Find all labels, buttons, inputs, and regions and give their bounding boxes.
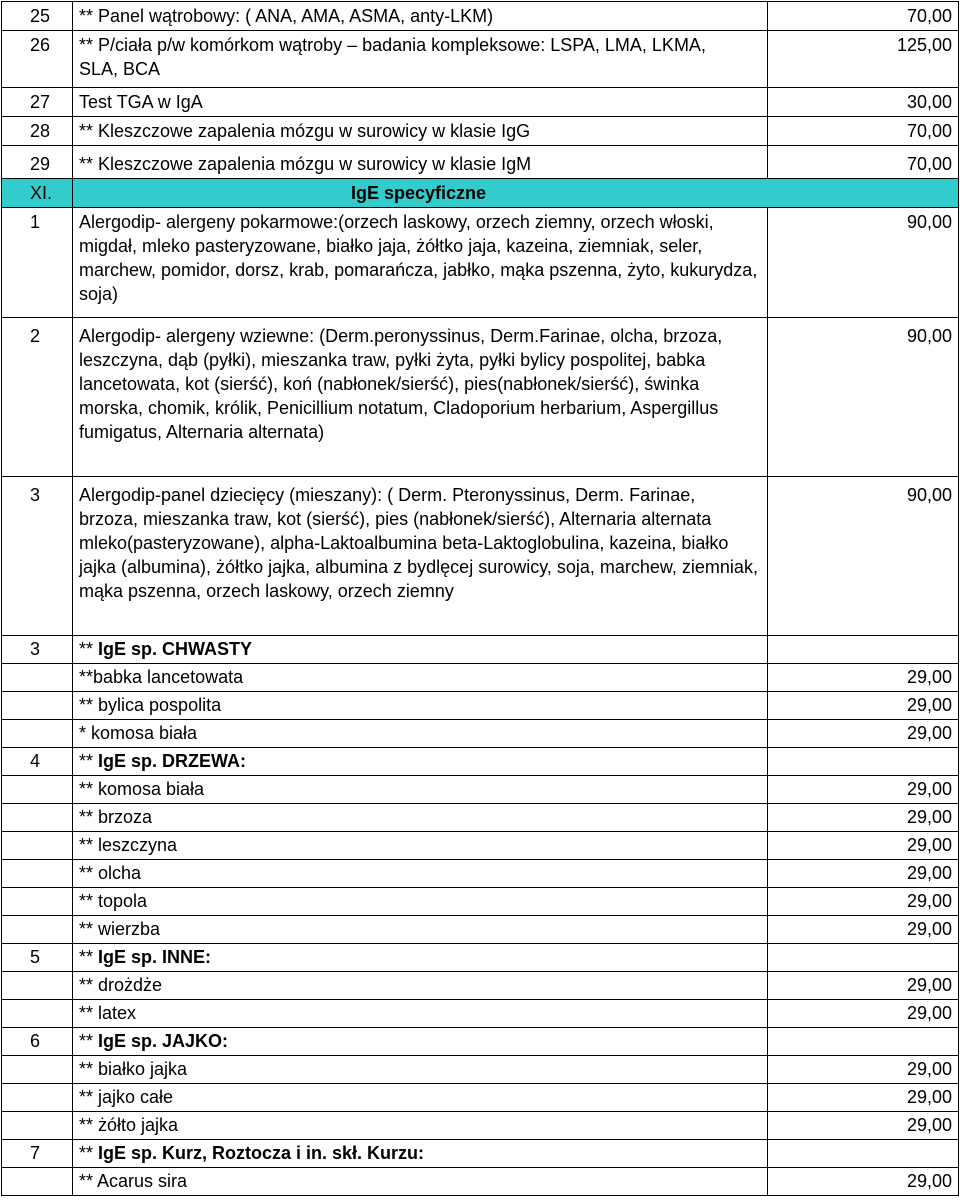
group-header-row — [2, 748, 959, 776]
test-name: ** wierzba — [73, 916, 768, 944]
row-number — [2, 1056, 73, 1084]
row-number — [2, 776, 73, 804]
test-name: ** żółto jajka — [73, 1112, 768, 1140]
test-price: 90,00 — [768, 208, 959, 318]
row-number — [2, 720, 73, 748]
test-name: ** jajko całe — [73, 1084, 768, 1112]
test-price: 90,00 — [768, 318, 959, 477]
price-list-table — [1, 1, 959, 1196]
group-prefix: ** — [79, 1031, 99, 1051]
table-row — [2, 477, 959, 636]
row-number — [2, 1084, 73, 1112]
group-prefix: ** — [79, 639, 99, 659]
test-name: ** Kleszczowe zapalenia mózgu w surowicy w klasie IgM — [73, 146, 768, 179]
test-name: Alergodip- alergeny wziewne: (Derm.peronyssinus, Derm.Farinae, olcha, brzoza, leszczyna, dąb (pyłki), mieszanka traw, pyłki żyta, pyłki bylicy pospolitej, babka lancetowata, kot (sierść), koń (nabłonek/sierść), pies(nabłonek/sierść), świnka morska, chomik, królik, Penicillium notatum, Cladoporium herbarium, Aspergillus fumigatus, Alternaria alternata) — [73, 318, 768, 477]
row-number — [2, 1112, 73, 1140]
test-price: 29,00 — [768, 916, 959, 944]
group-title: IgE sp. DRZEWA: — [98, 751, 247, 771]
test-price: 70,00 — [768, 117, 959, 146]
test-price: 125,00 — [768, 31, 959, 88]
table-row — [2, 692, 959, 720]
row-number: 3 — [2, 477, 73, 636]
row-number: 1 — [2, 208, 73, 318]
section-number: XI. — [2, 179, 73, 208]
table-row — [2, 860, 959, 888]
test-price: 29,00 — [768, 1056, 959, 1084]
test-price: 29,00 — [768, 888, 959, 916]
group-title-cell — [73, 1140, 768, 1168]
table-row — [2, 916, 959, 944]
group-number: 4 — [2, 748, 73, 776]
group-title: IgE sp. Kurz, Roztocza i in. skł. Kurzu: — [98, 1143, 425, 1163]
test-price: 30,00 — [768, 88, 959, 117]
table-row — [2, 88, 959, 117]
row-number — [2, 832, 73, 860]
test-name: Alergodip- alergeny pokarmowe:(orzech laskowy, orzech ziemny, orzech włoski, migdał, mleko pasteryzowane, białko jaja, żółtko jaja, kazeina, ziemniak, seler, marchew, pomidor, dorsz, krab, pomarańcza, jabłko, mąka pszenna, żyto, kukurydza, soja) — [73, 208, 768, 318]
row-number: 29 — [2, 146, 73, 179]
group-prefix: ** — [79, 751, 99, 771]
test-price: 29,00 — [768, 692, 959, 720]
test-price: 29,00 — [768, 1112, 959, 1140]
group-header-row — [2, 1140, 959, 1168]
test-price: 90,00 — [768, 477, 959, 636]
test-name: **babka lancetowata — [73, 664, 768, 692]
group-number: 5 — [2, 944, 73, 972]
test-price: 29,00 — [768, 664, 959, 692]
group-title-cell — [73, 1028, 768, 1056]
row-number: 28 — [2, 117, 73, 146]
table-row — [2, 888, 959, 916]
group-price — [768, 1028, 959, 1056]
group-price — [768, 748, 959, 776]
table-row — [2, 664, 959, 692]
test-price: 29,00 — [768, 832, 959, 860]
test-name: Test TGA w IgA — [73, 88, 768, 117]
row-number: 26 — [2, 31, 73, 88]
test-name: ** Kleszczowe zapalenia mózgu w surowicy w klasie IgG — [73, 117, 768, 146]
table-row — [2, 1112, 959, 1140]
group-number: 7 — [2, 1140, 73, 1168]
table-row — [2, 804, 959, 832]
test-price: 70,00 — [768, 2, 959, 31]
table-row — [2, 318, 959, 477]
table-row — [2, 832, 959, 860]
group-price — [768, 1140, 959, 1168]
group-title: IgE sp. INNE: — [98, 947, 212, 967]
price-list-body — [2, 2, 959, 1196]
test-name: ** Acarus sira — [73, 1168, 768, 1196]
table-row — [2, 146, 959, 179]
test-name: ** komosa biała — [73, 776, 768, 804]
test-name: * komosa biała — [73, 720, 768, 748]
group-title: IgE sp. JAJKO: — [98, 1031, 229, 1051]
test-name: ** drożdże — [73, 972, 768, 1000]
row-number — [2, 804, 73, 832]
group-title-cell — [73, 636, 768, 664]
row-number — [2, 1168, 73, 1196]
table-row — [2, 1084, 959, 1112]
test-price: 29,00 — [768, 804, 959, 832]
test-name: ** P/ciała p/w komórkom wątroby – badania kompleksowe: LSPA, LMA, LKMA, SLA, BCA — [73, 31, 768, 88]
table-row — [2, 1168, 959, 1196]
table-row — [2, 776, 959, 804]
test-name: ** olcha — [73, 860, 768, 888]
row-number — [2, 664, 73, 692]
row-number — [2, 888, 73, 916]
group-prefix: ** — [79, 947, 99, 967]
table-row — [2, 1000, 959, 1028]
row-number — [2, 692, 73, 720]
test-name: ** białko jajka — [73, 1056, 768, 1084]
section-title: IgE specyficzne — [73, 179, 959, 208]
group-header-row — [2, 636, 959, 664]
test-price: 70,00 — [768, 146, 959, 179]
table-row — [2, 208, 959, 318]
group-price — [768, 944, 959, 972]
test-name: ** leszczyna — [73, 832, 768, 860]
test-price: 29,00 — [768, 1000, 959, 1028]
group-number: 6 — [2, 1028, 73, 1056]
group-title: IgE sp. CHWASTY — [98, 639, 253, 659]
test-name: ** brzoza — [73, 804, 768, 832]
table-row — [2, 31, 959, 88]
test-price: 29,00 — [768, 1084, 959, 1112]
test-price: 29,00 — [768, 972, 959, 1000]
test-price: 29,00 — [768, 860, 959, 888]
row-number — [2, 860, 73, 888]
test-name: ** bylica pospolita — [73, 692, 768, 720]
row-number: 27 — [2, 88, 73, 117]
row-number — [2, 972, 73, 1000]
test-price: 29,00 — [768, 1168, 959, 1196]
group-price — [768, 636, 959, 664]
section-header-row — [2, 179, 959, 208]
row-number: 25 — [2, 2, 73, 31]
row-number — [2, 916, 73, 944]
row-number — [2, 1000, 73, 1028]
group-title-cell — [73, 944, 768, 972]
test-name: ** Panel wątrobowy: ( ANA, AMA, ASMA, anty-LKM) — [73, 2, 768, 31]
row-number: 2 — [2, 318, 73, 477]
test-price: 29,00 — [768, 720, 959, 748]
group-prefix: ** — [79, 1143, 99, 1163]
table-row — [2, 2, 959, 31]
test-name: Alergodip-panel dziecięcy (mieszany): ( Derm. Pteronyssinus, Derm. Farinae, brzoza, mieszanka traw, kot (sierść), pies (nabłonek/sierść), Alternaria alternata mleko(pasteryzowane), alpha-Laktoalbumina beta-Laktoglobulina, kazeina, białko jajka (albumina), żółtko jajka, albumina z bydlęcej surowicy, soja, marchew, ziemniak, mąka pszenna, orzech laskowy, orzech ziemny — [73, 477, 768, 636]
group-header-row — [2, 944, 959, 972]
table-row — [2, 117, 959, 146]
table-row — [2, 720, 959, 748]
test-price: 29,00 — [768, 776, 959, 804]
table-row — [2, 1056, 959, 1084]
group-title-cell — [73, 748, 768, 776]
group-number: 3 — [2, 636, 73, 664]
table-row — [2, 972, 959, 1000]
group-header-row — [2, 1028, 959, 1056]
test-name: ** latex — [73, 1000, 768, 1028]
test-name: ** topola — [73, 888, 768, 916]
